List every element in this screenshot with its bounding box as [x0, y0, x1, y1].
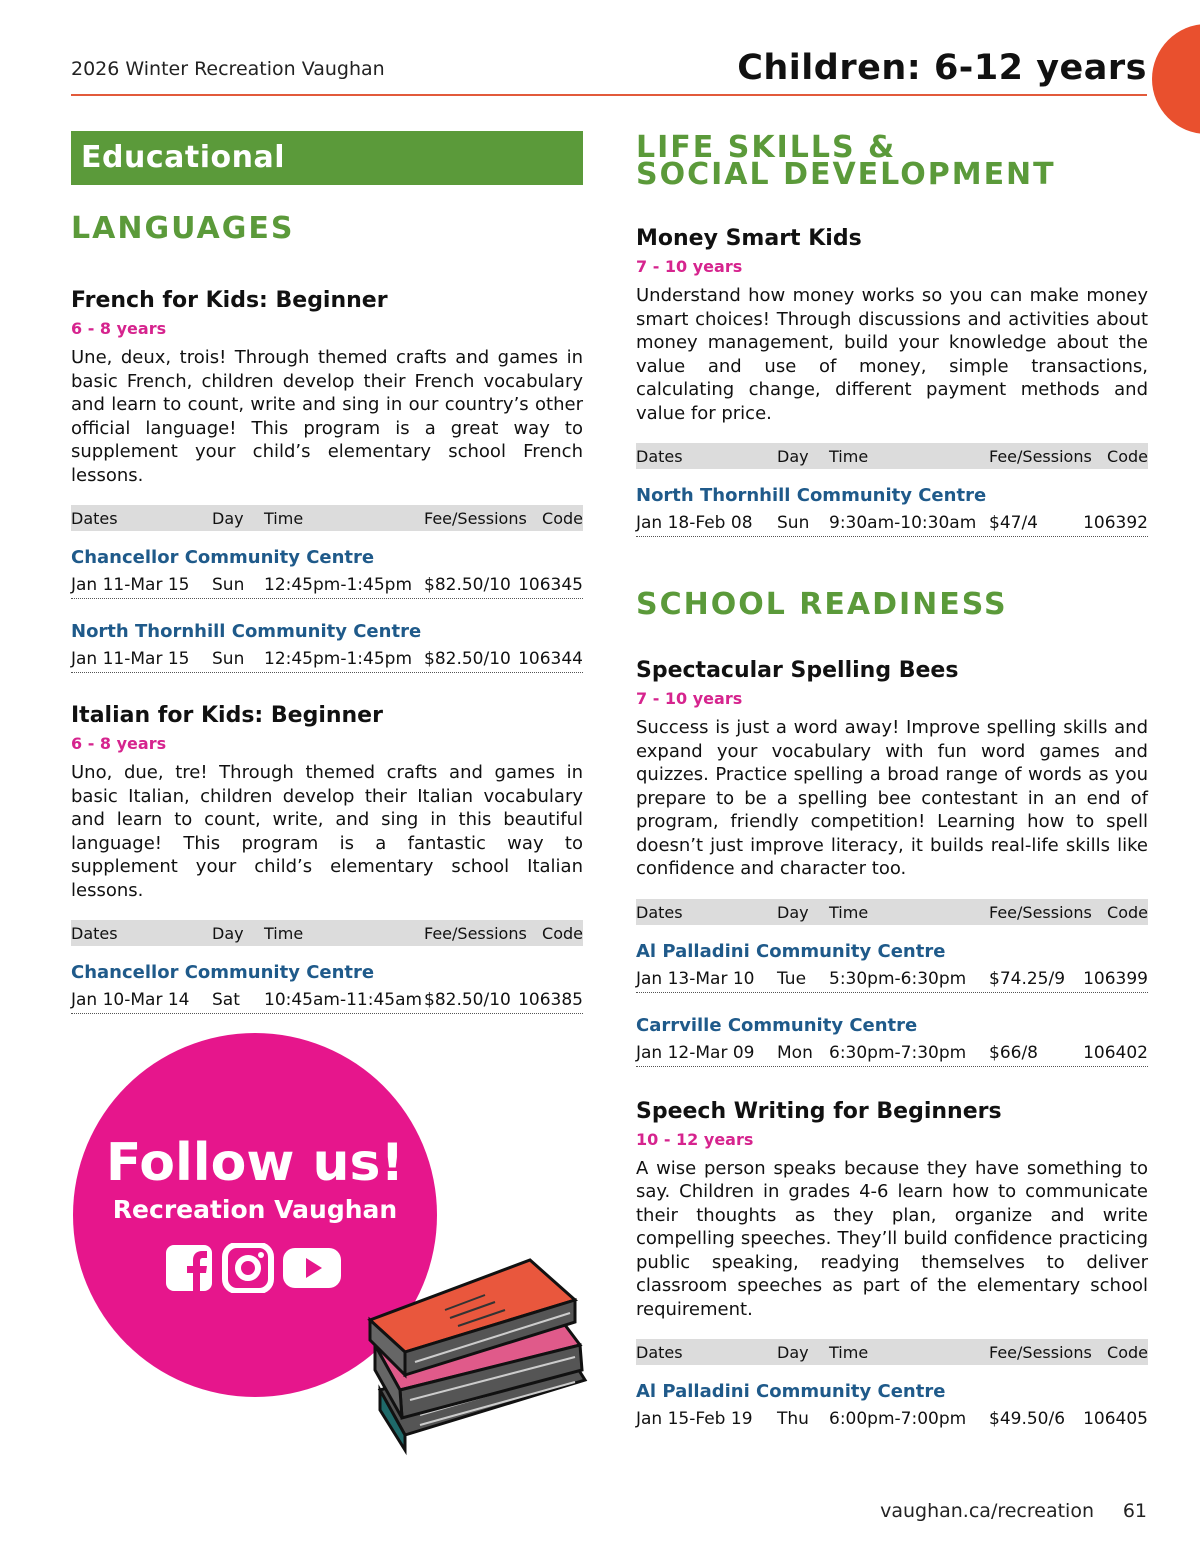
location-name: Al Palladini Community Centre	[636, 1381, 946, 1402]
row-fee: $49.50/6	[989, 1409, 1066, 1429]
table-header	[636, 443, 1148, 469]
col-fee: Fee/Sessions	[424, 924, 527, 943]
program-title: Spectacular Spelling Bees	[636, 658, 959, 683]
languages-heading: LANGUAGES	[71, 211, 295, 246]
row-day: Tue	[777, 968, 807, 989]
heading-line: LIFE SKILLS &	[636, 130, 897, 165]
age-range: 6 - 8 years	[71, 319, 167, 338]
row-day: Sun	[212, 575, 245, 595]
col-time: Time	[829, 1343, 869, 1362]
row-fee: $66/8	[989, 1042, 1038, 1063]
row-time: 6:00pm-7:00pm	[829, 1409, 967, 1429]
row-day: Mon	[777, 1042, 813, 1063]
col-code: Code	[1107, 447, 1148, 466]
row-time: 12:45pm-1:45pm	[264, 649, 413, 669]
program-spelling-bees	[636, 658, 1148, 1067]
col-fee: Fee/Sessions	[989, 447, 1092, 466]
row-dates: Jan 11-Mar 15	[71, 575, 190, 595]
row-dates: Jan 15-Feb 19	[636, 1409, 753, 1429]
program-speech-writing	[636, 1099, 1148, 1433]
row-time: 5:30pm-6:30pm	[829, 968, 967, 989]
row-day: Thu	[777, 1409, 809, 1429]
col-day: Day	[777, 1343, 809, 1362]
age-range: 7 - 10 years	[636, 257, 743, 276]
row-code: 106345	[518, 575, 583, 595]
table-row	[71, 572, 583, 599]
age-range: 6 - 8 years	[71, 734, 167, 753]
table-header	[636, 899, 1148, 925]
footer-url-link[interactable]: vaughan.ca/recreation	[880, 1500, 1094, 1522]
col-time: Time	[829, 447, 869, 466]
col-fee: Fee/Sessions	[424, 509, 527, 528]
row-fee: $82.50/10	[424, 575, 511, 595]
right-column	[636, 131, 1148, 1432]
age-range: 10 - 12 years	[636, 1129, 754, 1149]
table-row	[636, 1406, 1148, 1432]
facebook-icon[interactable]	[163, 1243, 219, 1293]
col-code: Code	[542, 509, 583, 528]
program-italian	[71, 703, 583, 1014]
location-name: Carrville Community Centre	[636, 1014, 918, 1036]
row-time: 6:30pm-7:30pm	[829, 1042, 967, 1063]
program-title: French for Kids: Beginner	[71, 288, 388, 313]
table-header	[71, 920, 583, 946]
program-money-smart	[636, 226, 1148, 537]
corner-tab-decoration	[1152, 24, 1200, 134]
row-code: 106399	[1083, 968, 1148, 989]
school-readiness-heading: SCHOOL READINESS	[636, 587, 1008, 622]
col-time: Time	[829, 902, 869, 922]
col-dates: Dates	[636, 1343, 683, 1362]
header-divider	[71, 94, 1147, 96]
col-day: Day	[212, 924, 244, 943]
program-title: Speech Writing for Beginners	[636, 1098, 1002, 1124]
location-name: North Thornhill Community Centre	[636, 485, 987, 506]
col-code: Code	[1107, 1343, 1148, 1362]
section-title: Children: 6-12 years	[737, 48, 1147, 88]
row-dates: Jan 10-Mar 14	[71, 990, 190, 1010]
row-fee: $47/4	[989, 513, 1038, 533]
row-day: Sat	[212, 990, 240, 1010]
col-day: Day	[777, 447, 809, 466]
program-description: Success is just a word away! Improve spelling skills and expand your vocabulary with fun word games and quizzes. Practice spelling a broad range of words as you prepare to be a spelling bee contestant in an end of program, friendly competition! Learning how to spell doesn’t just improve literacy, it builds real-life skills like confidence and character too.	[636, 717, 1148, 879]
col-dates: Dates	[71, 509, 118, 528]
program-description: Understand how money works so you can make money smart choices! Through discussions and activities about money management, build your knowledge about the value and use of money, simple transactions, calculating change, different payment methods and value for price.	[636, 285, 1148, 424]
row-fee: $82.50/10	[424, 649, 511, 669]
location-name: North Thornhill Community Centre	[71, 621, 422, 642]
location-name: Al Palladini Community Centre	[636, 940, 946, 962]
row-fee: $82.50/10	[424, 990, 511, 1010]
life-skills-heading	[636, 130, 1148, 192]
row-code: 106392	[1083, 513, 1148, 533]
program-description: Une, deux, trois! Through themed crafts and games in basic French, children develop their French vocabulary and learn to count, write and sing in our country’s other official language! This program is a great way to supplement your child’s elementary school French lessons.	[71, 347, 583, 486]
row-time: 12:45pm-1:45pm	[264, 575, 413, 595]
col-day: Day	[777, 902, 809, 922]
program-title: Italian for Kids: Beginner	[71, 703, 383, 728]
book-stack-illustration	[360, 1240, 600, 1460]
row-dates: Jan 13-Mar 10	[636, 968, 755, 989]
page-number: 61	[1122, 1500, 1147, 1522]
table-row	[636, 966, 1148, 993]
publication-title: 2026 Winter Recreation Vaughan	[71, 58, 385, 80]
table-row	[71, 646, 583, 673]
col-dates: Dates	[71, 924, 118, 943]
row-day: Sun	[777, 513, 810, 533]
row-code: 106402	[1083, 1042, 1148, 1063]
location-name: Chancellor Community Centre	[71, 962, 375, 983]
table-header	[636, 1339, 1148, 1365]
col-dates: Dates	[636, 902, 683, 922]
col-dates: Dates	[636, 447, 683, 466]
row-time: 10:45am-11:45am	[264, 990, 423, 1010]
row-time: 9:30am-10:30am	[829, 513, 977, 533]
program-title: Money Smart Kids	[636, 226, 862, 251]
row-dates: Jan 11-Mar 15	[71, 649, 190, 669]
col-time: Time	[264, 509, 304, 528]
row-dates: Jan 18-Feb 08	[636, 513, 753, 533]
col-code: Code	[542, 924, 583, 943]
left-column	[71, 131, 583, 1014]
col-day: Day	[212, 509, 244, 528]
col-fee: Fee/Sessions	[989, 902, 1092, 922]
row-code: 106385	[518, 990, 583, 1010]
educational-banner: Educational	[71, 131, 583, 185]
follow-subtitle: Recreation Vaughan	[112, 1195, 398, 1224]
col-time: Time	[264, 924, 304, 943]
follow-title: Follow us!	[105, 1133, 405, 1193]
col-fee: Fee/Sessions	[989, 1343, 1092, 1362]
row-code: 106344	[518, 649, 583, 669]
heading-line: SOCIAL DEVELOPMENT	[636, 157, 1056, 192]
table-header	[71, 505, 583, 531]
table-row	[636, 1040, 1148, 1067]
program-french	[71, 288, 583, 673]
row-code: 106405	[1083, 1409, 1148, 1429]
row-day: Sun	[212, 649, 245, 669]
table-row	[636, 510, 1148, 537]
table-row	[71, 987, 583, 1014]
program-description: A wise person speaks because they have something to say. Children in grades 4-6 learn how to communicate their thoughts as they plan, organize and write compelling speeches. They’ll build confidence practicing public speaking, readying themselves to deliver classroom speeches as part of the elementary school requirement.	[636, 1157, 1148, 1320]
youtube-icon[interactable]	[281, 1243, 345, 1293]
location-name: Chancellor Community Centre	[71, 547, 375, 568]
age-range: 7 - 10 years	[636, 689, 743, 708]
instagram-icon[interactable]	[221, 1243, 277, 1293]
row-dates: Jan 12-Mar 09	[636, 1042, 755, 1063]
row-fee: $74.25/9	[989, 968, 1066, 989]
program-description: Uno, due, tre! Through themed crafts and games in basic Italian, children develop their Italian vocabulary and learn to count, write, and sing in this beautiful language! This program is a fantastic way to supplement your child’s elementary school Italian lessons.	[71, 762, 583, 901]
col-code: Code	[1107, 902, 1148, 922]
